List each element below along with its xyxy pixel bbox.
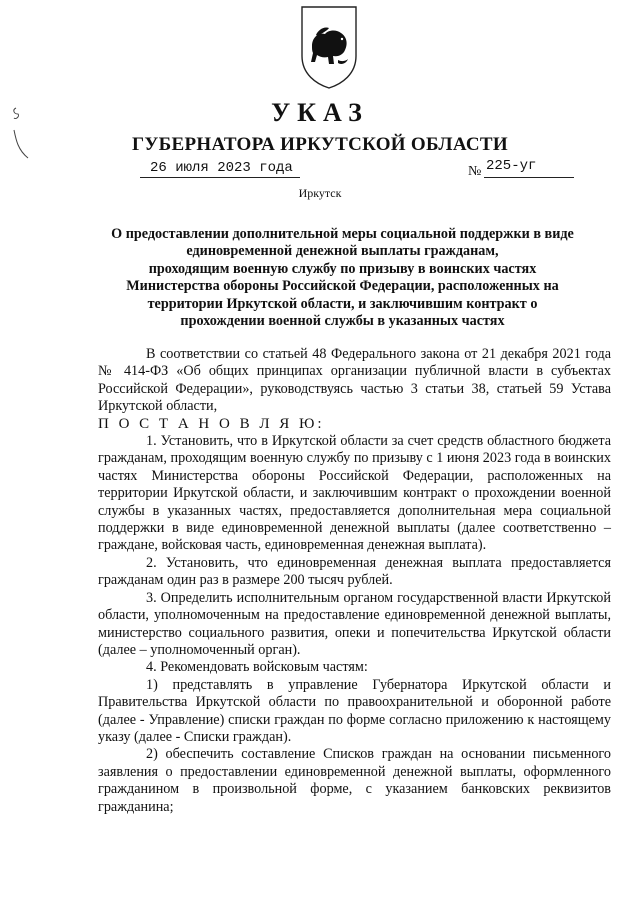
body-paragraph: 2) обеспечить составление Списков граждан на основании письменного заявления о предоставлении единовременной денежной выплаты, оформленного гражданином в произвольной форме, с указанием банковских реквизитов гражданина;: [98, 746, 611, 815]
document-heading: [105, 226, 580, 330]
document-body: [98, 346, 611, 816]
number-sign: №: [468, 164, 482, 179]
document-city: Иркутск: [298, 186, 342, 200]
document-number: 225-уг: [486, 158, 537, 174]
document-title: УКАЗ: [271, 98, 369, 127]
heading-line: единовременной денежной выплаты гражданам,: [186, 243, 499, 260]
document-date: 26 июля 2023 года: [150, 160, 293, 176]
body-paragraph: В соответствии со статьей 48 Федерального закона от 21 декабря 2021 года № 414-ФЗ «Об общих принципах организации публичной власти в субъектах Российской Федерации», руководствуясь частью 3 статьи 38, статьей 59 Устава Иркутской области,: [98, 346, 611, 415]
body-paragraph: 1) представлять в управление Губернатора Иркутской области и Правительства Иркутской области по правоохранительной и оборонной работе (далее - Управление) списки граждан по форме согласно приложению к настоящему указу (далее - Списки граждан).: [98, 676, 611, 745]
decree-keyword: П О С Т А Н О В Л Я Ю:: [98, 415, 325, 432]
heading-line: О предоставлении дополнительной меры социальной поддержки в виде: [111, 226, 574, 242]
body-paragraph: 2. Установить, что единовременная денежная выплата предоставляется гражданам один раз в размере 200 тысяч рублей.: [98, 554, 611, 589]
body-paragraph: 3. Определить исполнительным органом государственной власти Иркутской области, уполномоченным на предоставление единовременной денежной выплаты, министерство социального развития, опеки и попечительства Иркутской области (далее – уполномоченный орган).: [98, 589, 611, 658]
heading-line: Министерства обороны Российской Федерации, расположенных на: [126, 278, 559, 295]
body-paragraph: 1. Установить, что в Иркутской области за счет средств областного бюджета гражданам, проходящим военную службу по призыву с 1 июня 2023 года в воинских частях Министерства обороны Российской Федерации, расположенных на территории Иркутской области, и заключившим контракт о прохождении военной службы в указанных частях, предоставляется дополнительная мера социальной поддержки в виде единовременной денежной выплаты (далее соответственно – граждане, войсковая часть, единовременная денежная выплата).: [98, 433, 611, 554]
heading-line: проходящим военную службу по призыву в воинских частях: [148, 260, 537, 277]
heading-line: прохождении военной службы в указанных частях: [180, 313, 505, 330]
coat-of-arms-emblem: [298, 4, 360, 90]
document-subtitle: ГУБЕРНАТОРА ИРКУТСКОЙ ОБЛАСТИ: [132, 134, 508, 155]
number-underline: [484, 177, 574, 178]
heading-line: территории Иркутской области, и заключившим контракт о: [147, 295, 538, 312]
date-underline: [140, 177, 300, 178]
body-paragraph: 4. Рекомендовать войсковым частям:: [146, 659, 368, 676]
